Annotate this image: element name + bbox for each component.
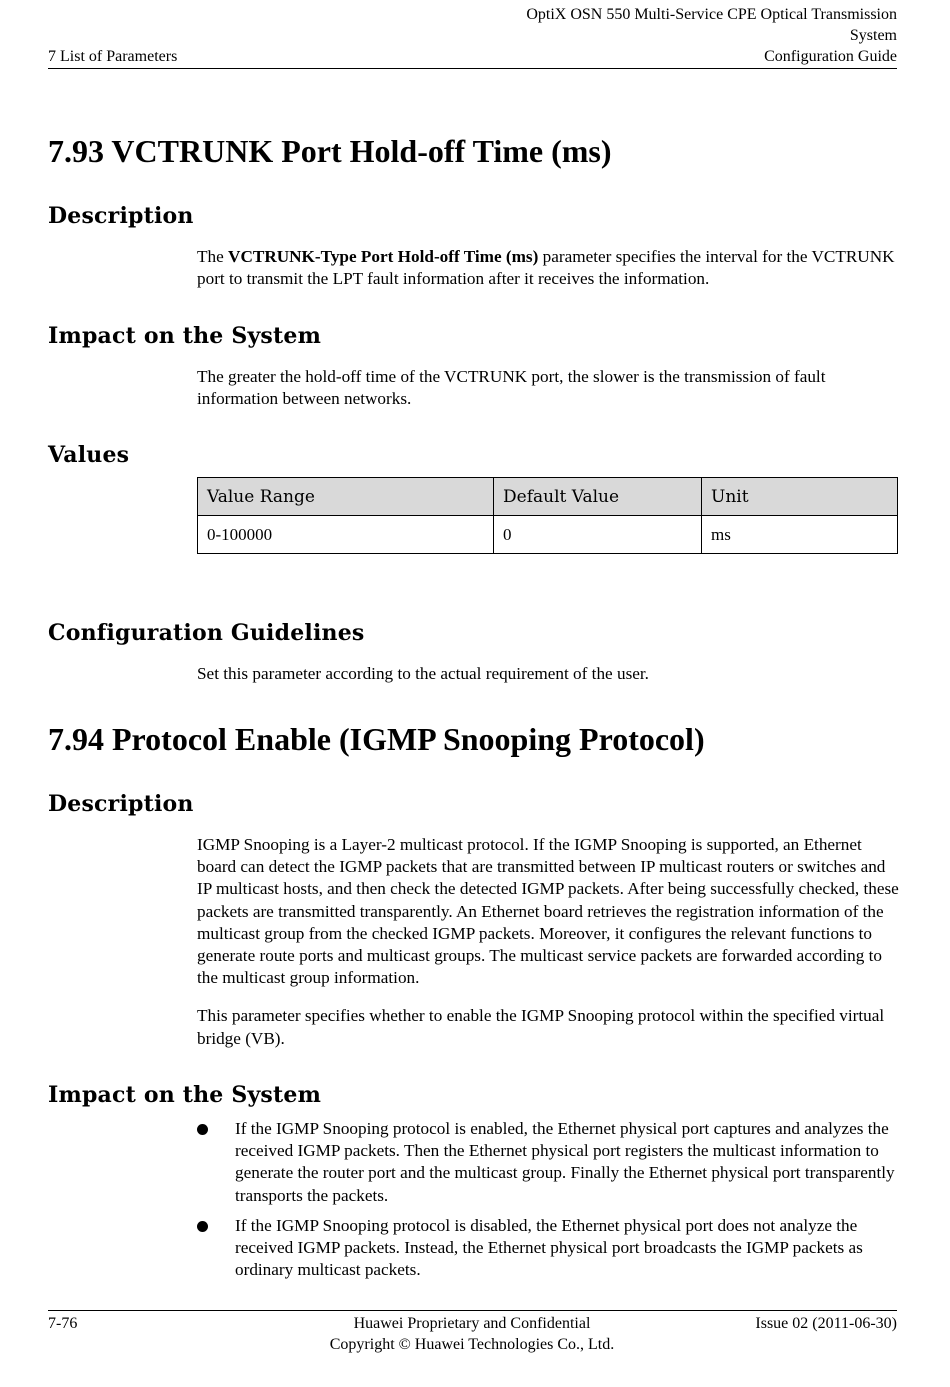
header-rule [48, 68, 897, 69]
heading-config-guidelines: Configuration Guidelines [48, 620, 365, 646]
desc2-p1: IGMP Snooping is a Layer-2 multicast protocol. If the IGMP Snooping is supported, an Ethernet board can detect the IGMP packets that are transmitted between IP multicast routers or switches and IP multicast hosts, and then check the detected IGMP packets. After being successfully checked, these packets are transmitted transparently. An Ethernet board retrieves the registration information of the multicast group from the checked IGMP packets. Moreover, it configures the relevant functions to generate route ports and multicast groups. The multicast service packets are forwarded according to the multicast group information. [197, 835, 899, 988]
header-product-line3: Configuration Guide [764, 48, 897, 65]
footer-issue: Issue 02 (2011-06-30) [755, 1315, 897, 1332]
guidelines-text: Set this parameter according to the actual requirement of the user. [197, 664, 649, 683]
section-title-7-93: 7.93 VCTRUNK Port Hold-off Time (ms) [48, 133, 612, 169]
values-table-header-row [198, 478, 898, 516]
paragraph-description-2 [197, 834, 899, 1050]
paragraph-description-1 [197, 246, 899, 290]
table-row [198, 516, 898, 554]
values-table [197, 477, 898, 554]
td-unit: ms [702, 516, 898, 554]
bullet-dot-icon [197, 1124, 208, 1135]
heading-values: Values [48, 442, 130, 468]
desc1-pre: The [197, 247, 229, 266]
td-value-range: 0-100000 [198, 516, 494, 554]
impact1-text: The greater the hold-off time of the VCTRUNK port, the slower is the transmission of fault information between networks. [197, 367, 826, 409]
paragraph-impact-1 [197, 366, 899, 410]
header-product-title [377, 4, 897, 67]
th-value-range: Value Range [198, 478, 494, 516]
heading-impact-2: Impact on the System [48, 1082, 322, 1108]
td-default-value: 0 [494, 516, 702, 554]
heading-impact-1: Impact on the System [48, 323, 322, 349]
header-product-line2: System [849, 27, 897, 44]
footer-page-number: 7-76 [48, 1315, 78, 1332]
th-unit: Unit [702, 478, 898, 516]
list-item [197, 1118, 899, 1207]
footer-rule [48, 1310, 897, 1311]
list-item [197, 1215, 899, 1282]
header-product-line1: OptiX OSN 550 Multi-Service CPE Optical Transmission [526, 6, 897, 23]
footer-copyright: Copyright © Huawei Technologies Co., Ltd. [329, 1336, 615, 1353]
header-chapter: 7 List of Parameters [48, 48, 178, 65]
heading-description-1: Description [48, 203, 194, 229]
th-default-value: Default Value [494, 478, 702, 516]
bullet-text: If the IGMP Snooping protocol is enabled, the Ethernet physical port captures and analyzes the received IGMP packets. Then the Ethernet physical port registers the multicast information to generate the router port and the multicast group. Finally the Ethernet physical port transparently transports the packets. [235, 1119, 895, 1205]
bullet-text: If the IGMP Snooping protocol is disabled, the Ethernet physical port does not analyze the received IGMP packets. Instead, the Ethernet physical port broadcasts the IGMP packets as ordinary multicast packets. [235, 1215, 863, 1280]
footer-center [272, 1313, 672, 1355]
footer-proprietary: Huawei Proprietary and Confidential [353, 1315, 591, 1332]
paragraph-guidelines [197, 663, 899, 685]
desc1-post: parameter specifies the interval for the VCTRUNK port to transmit the LPT fault information after it receives the information. [197, 247, 895, 289]
heading-description-2: Description [48, 791, 194, 817]
bullet-dot-icon [197, 1221, 208, 1232]
section-title-7-94: 7.94 Protocol Enable (IGMP Snooping Protocol) [48, 721, 705, 757]
impact2-bullet-list [197, 1118, 899, 1289]
desc2-p2: This parameter specifies whether to enable the IGMP Snooping protocol within the specified virtual bridge (VB). [197, 1006, 885, 1048]
desc1-bold-term: VCTRUNK-Type Port Hold-off Time (ms) [228, 247, 539, 266]
